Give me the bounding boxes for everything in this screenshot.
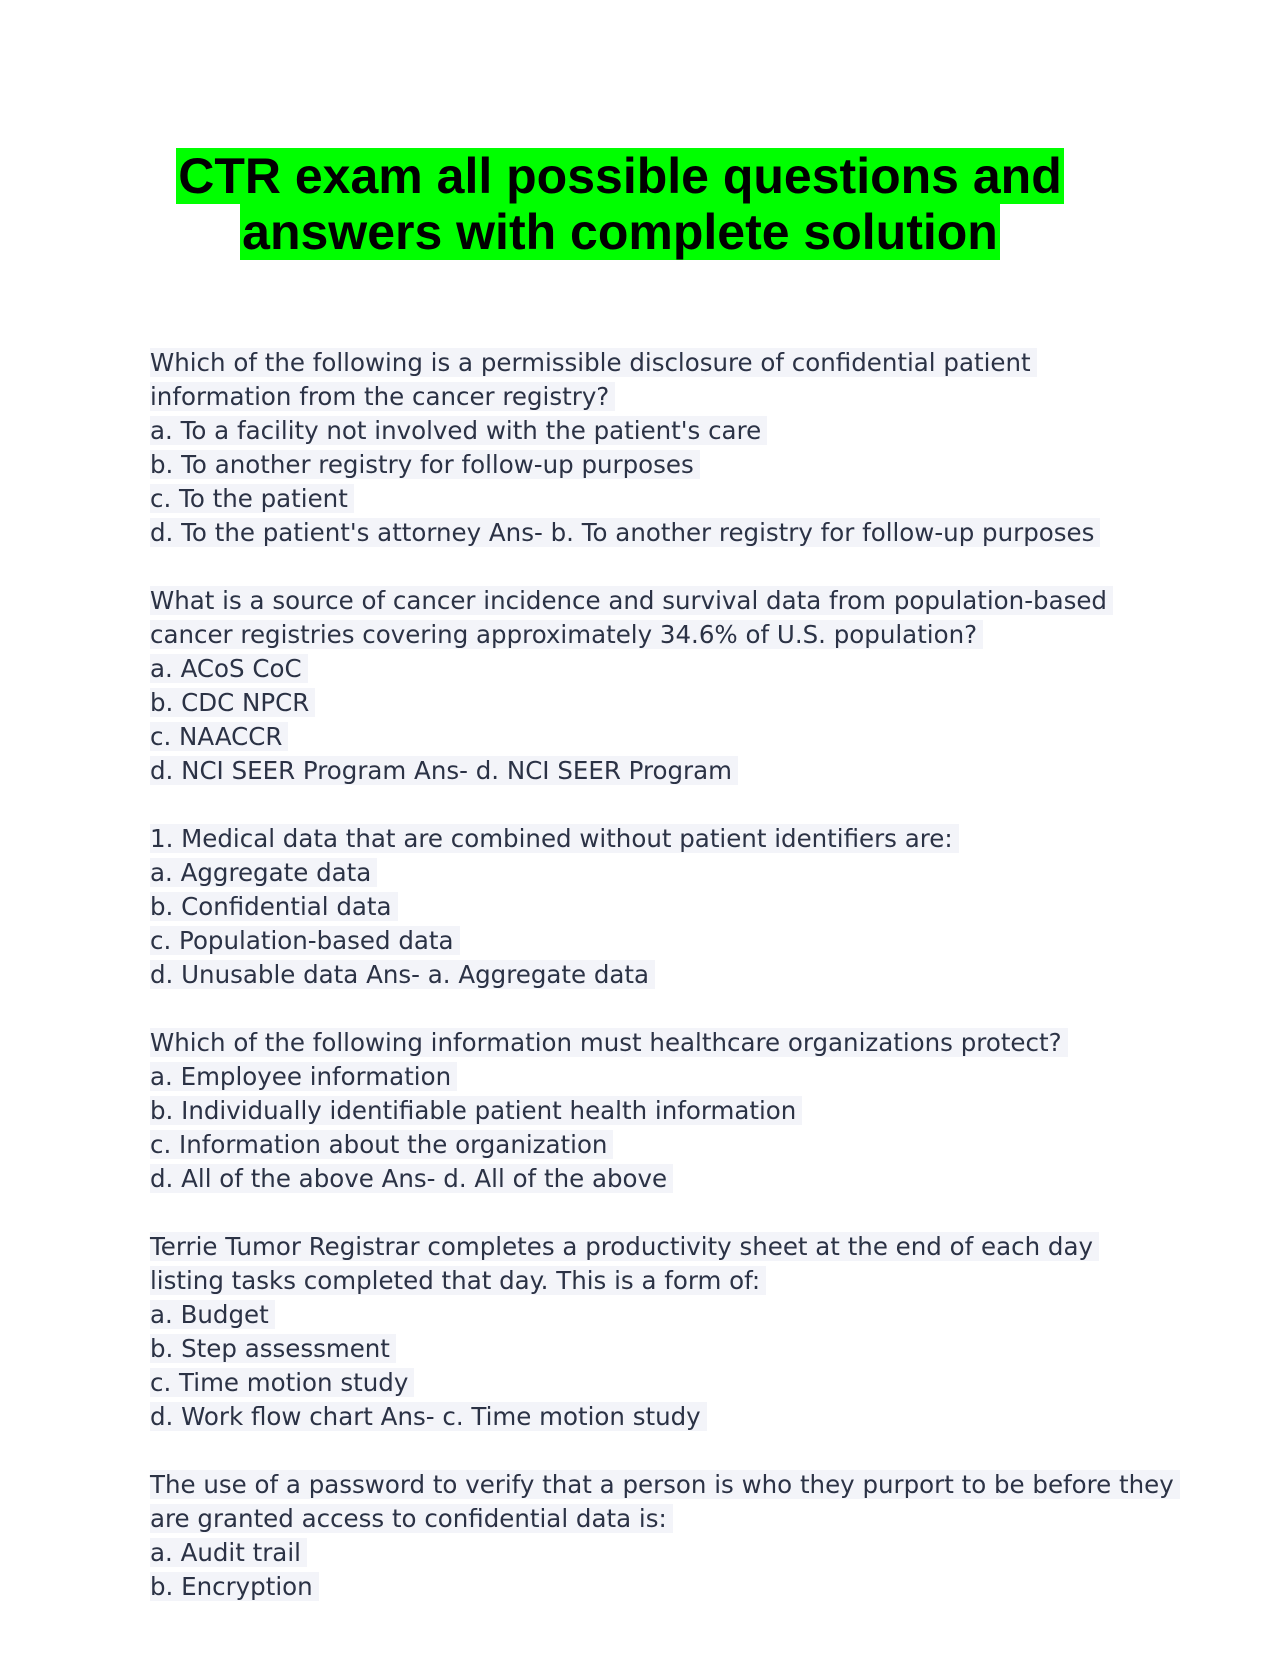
- question-text: listing tasks completed that day. This is a form of:: [150, 1264, 1160, 1298]
- question-block-2: [150, 584, 1160, 788]
- question-text: are granted access to confidential data is:: [150, 1502, 1160, 1536]
- question-block-5: [150, 1230, 1160, 1434]
- question-text: The use of a password to verify that a person is who they purport to be before they: [150, 1468, 1160, 1502]
- answer-option: a. Budget: [150, 1298, 1160, 1332]
- answer-option-with-answer: d. Work flow chart Ans- c. Time motion study: [150, 1400, 1160, 1434]
- answer-option: a. Employee information: [150, 1060, 1160, 1094]
- question-text: information from the cancer registry?: [150, 380, 1160, 414]
- answer-option: a. Aggregate data: [150, 856, 1160, 890]
- question-text: Which of the following is a permissible disclosure of confidential patient: [150, 346, 1160, 380]
- answer-option-with-answer: d. NCI SEER Program Ans- d. NCI SEER Program: [150, 754, 1160, 788]
- question-list: [150, 346, 1174, 1638]
- answer-option: a. ACoS CoC: [150, 652, 1160, 686]
- title-line-1: CTR exam all possible questions and: [178, 148, 1062, 204]
- question-text: What is a source of cancer incidence and survival data from population-based: [150, 584, 1160, 618]
- answer-option-with-answer: d. Unusable data Ans- a. Aggregate data: [150, 958, 1160, 992]
- question-block-4: [150, 1026, 1160, 1196]
- answer-option: b. To another registry for follow-up purposes: [150, 448, 1160, 482]
- answer-option: b. Encryption: [150, 1570, 1160, 1604]
- answer-option-with-answer: d. To the patient's attorney Ans- b. To another registry for follow-up purposes: [150, 516, 1160, 550]
- question-block-3: [150, 822, 1160, 992]
- document-title: [0, 148, 1240, 260]
- question-block-6: [150, 1468, 1174, 1604]
- title-line-2: answers with complete solution: [242, 204, 998, 260]
- answer-option: c. Information about the organization: [150, 1128, 1160, 1162]
- answer-option: c. Population-based data: [150, 924, 1160, 958]
- question-block-1: [150, 346, 1160, 550]
- answer-option: b. Confidential data: [150, 890, 1160, 924]
- question-text: Terrie Tumor Registrar completes a productivity sheet at the end of each day: [150, 1230, 1160, 1264]
- answer-option: c. To the patient: [150, 482, 1160, 516]
- answer-option: b. Individually identifiable patient health information: [150, 1094, 1160, 1128]
- answer-option: b. Step assessment: [150, 1332, 1160, 1366]
- answer-option: c. Time motion study: [150, 1366, 1160, 1400]
- answer-option: c. NAACCR: [150, 720, 1160, 754]
- question-text: Which of the following information must healthcare organizations protect?: [150, 1026, 1160, 1060]
- question-text: cancer registries covering approximately 34.6% of U.S. population?: [150, 618, 1160, 652]
- answer-option-with-answer: d. All of the above Ans- d. All of the above: [150, 1162, 1160, 1196]
- answer-option: a. To a facility not involved with the patient's care: [150, 414, 1160, 448]
- answer-option: b. CDC NPCR: [150, 686, 1160, 720]
- question-text: 1. Medical data that are combined without patient identifiers are:: [150, 822, 1160, 856]
- answer-option: a. Audit trail: [150, 1536, 1160, 1570]
